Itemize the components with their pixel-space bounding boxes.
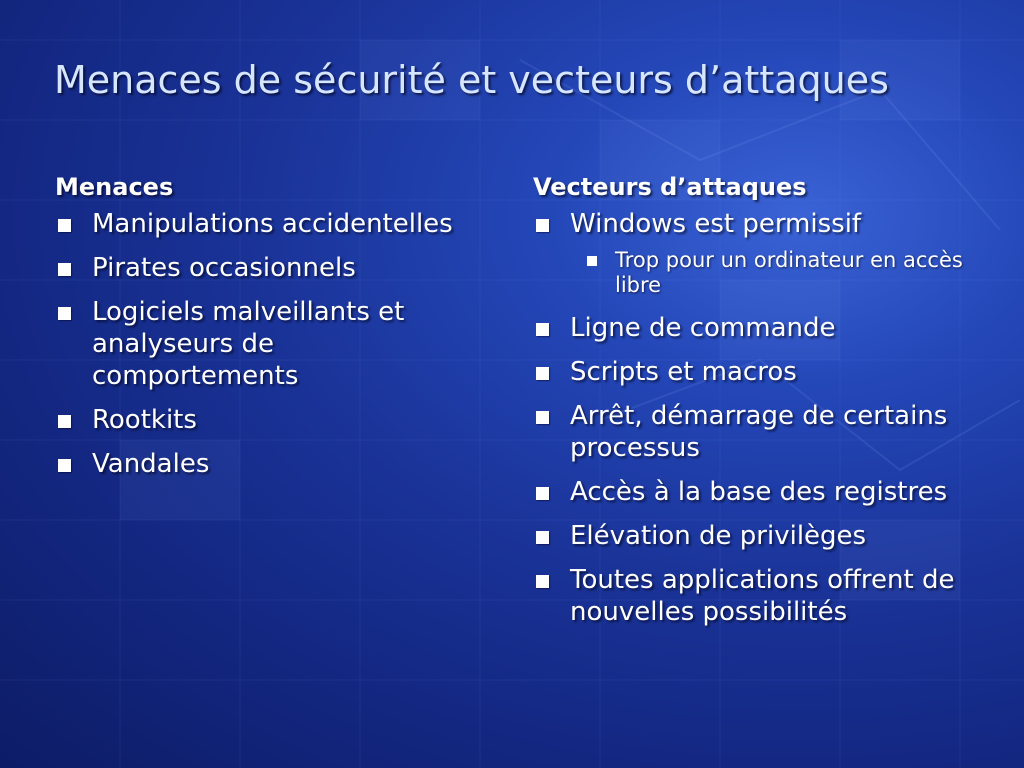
square-bullet-icon	[536, 411, 549, 424]
list-item-text: Pirates occasionnels	[92, 253, 356, 283]
square-bullet-icon	[536, 487, 549, 500]
list-item-text: Logiciels malveillants et analyseurs de comportements	[92, 297, 405, 391]
list-item-text: Elévation de privilèges	[570, 521, 867, 551]
list-item-text: Arrêt, démarrage de certains processus	[570, 401, 948, 463]
list-item	[55, 404, 485, 436]
list-item	[533, 312, 983, 344]
square-bullet-icon	[58, 219, 71, 232]
list-item	[533, 476, 983, 508]
list-item	[533, 400, 983, 464]
list-item-text: Accès à la base des registres	[570, 477, 948, 507]
list-item-text: Scripts et macros	[570, 357, 797, 387]
square-bullet-icon	[58, 263, 71, 276]
threats-column	[55, 172, 485, 492]
list-item	[55, 448, 485, 480]
square-bullet-icon	[536, 219, 549, 232]
square-bullet-icon	[536, 367, 549, 380]
list-item	[55, 296, 485, 392]
sub-list-item	[533, 248, 983, 298]
square-bullet-icon	[536, 531, 549, 544]
attack-vectors-heading: Vecteurs d’attaques	[533, 173, 807, 201]
threats-list	[55, 208, 485, 480]
list-item	[533, 356, 983, 388]
list-item	[55, 252, 485, 284]
attack-vectors-column	[533, 172, 983, 640]
threats-heading: Menaces	[55, 173, 174, 201]
list-item	[55, 208, 485, 240]
sub-list-item-text: Trop pour un ordinateur en accès libre	[615, 248, 963, 297]
attack-vectors-list	[533, 208, 983, 628]
square-bullet-icon	[587, 256, 597, 266]
list-item-text: Ligne de commande	[570, 313, 836, 343]
list-item-text: Vandales	[92, 449, 210, 479]
list-item-text: Rootkits	[92, 405, 197, 435]
slide-title: Menaces de sécurité et vecteurs d’attaques	[54, 58, 889, 102]
square-bullet-icon	[58, 307, 71, 320]
list-item-text: Windows est permissif	[570, 209, 862, 239]
list-item	[533, 564, 983, 628]
list-item-text: Manipulations accidentelles	[92, 209, 453, 239]
square-bullet-icon	[536, 575, 549, 588]
list-item-text: Toutes applications offrent de nouvelles possibilités	[570, 565, 955, 627]
square-bullet-icon	[58, 459, 71, 472]
list-item	[533, 520, 983, 552]
square-bullet-icon	[58, 415, 71, 428]
list-item	[533, 208, 983, 240]
square-bullet-icon	[536, 323, 549, 336]
